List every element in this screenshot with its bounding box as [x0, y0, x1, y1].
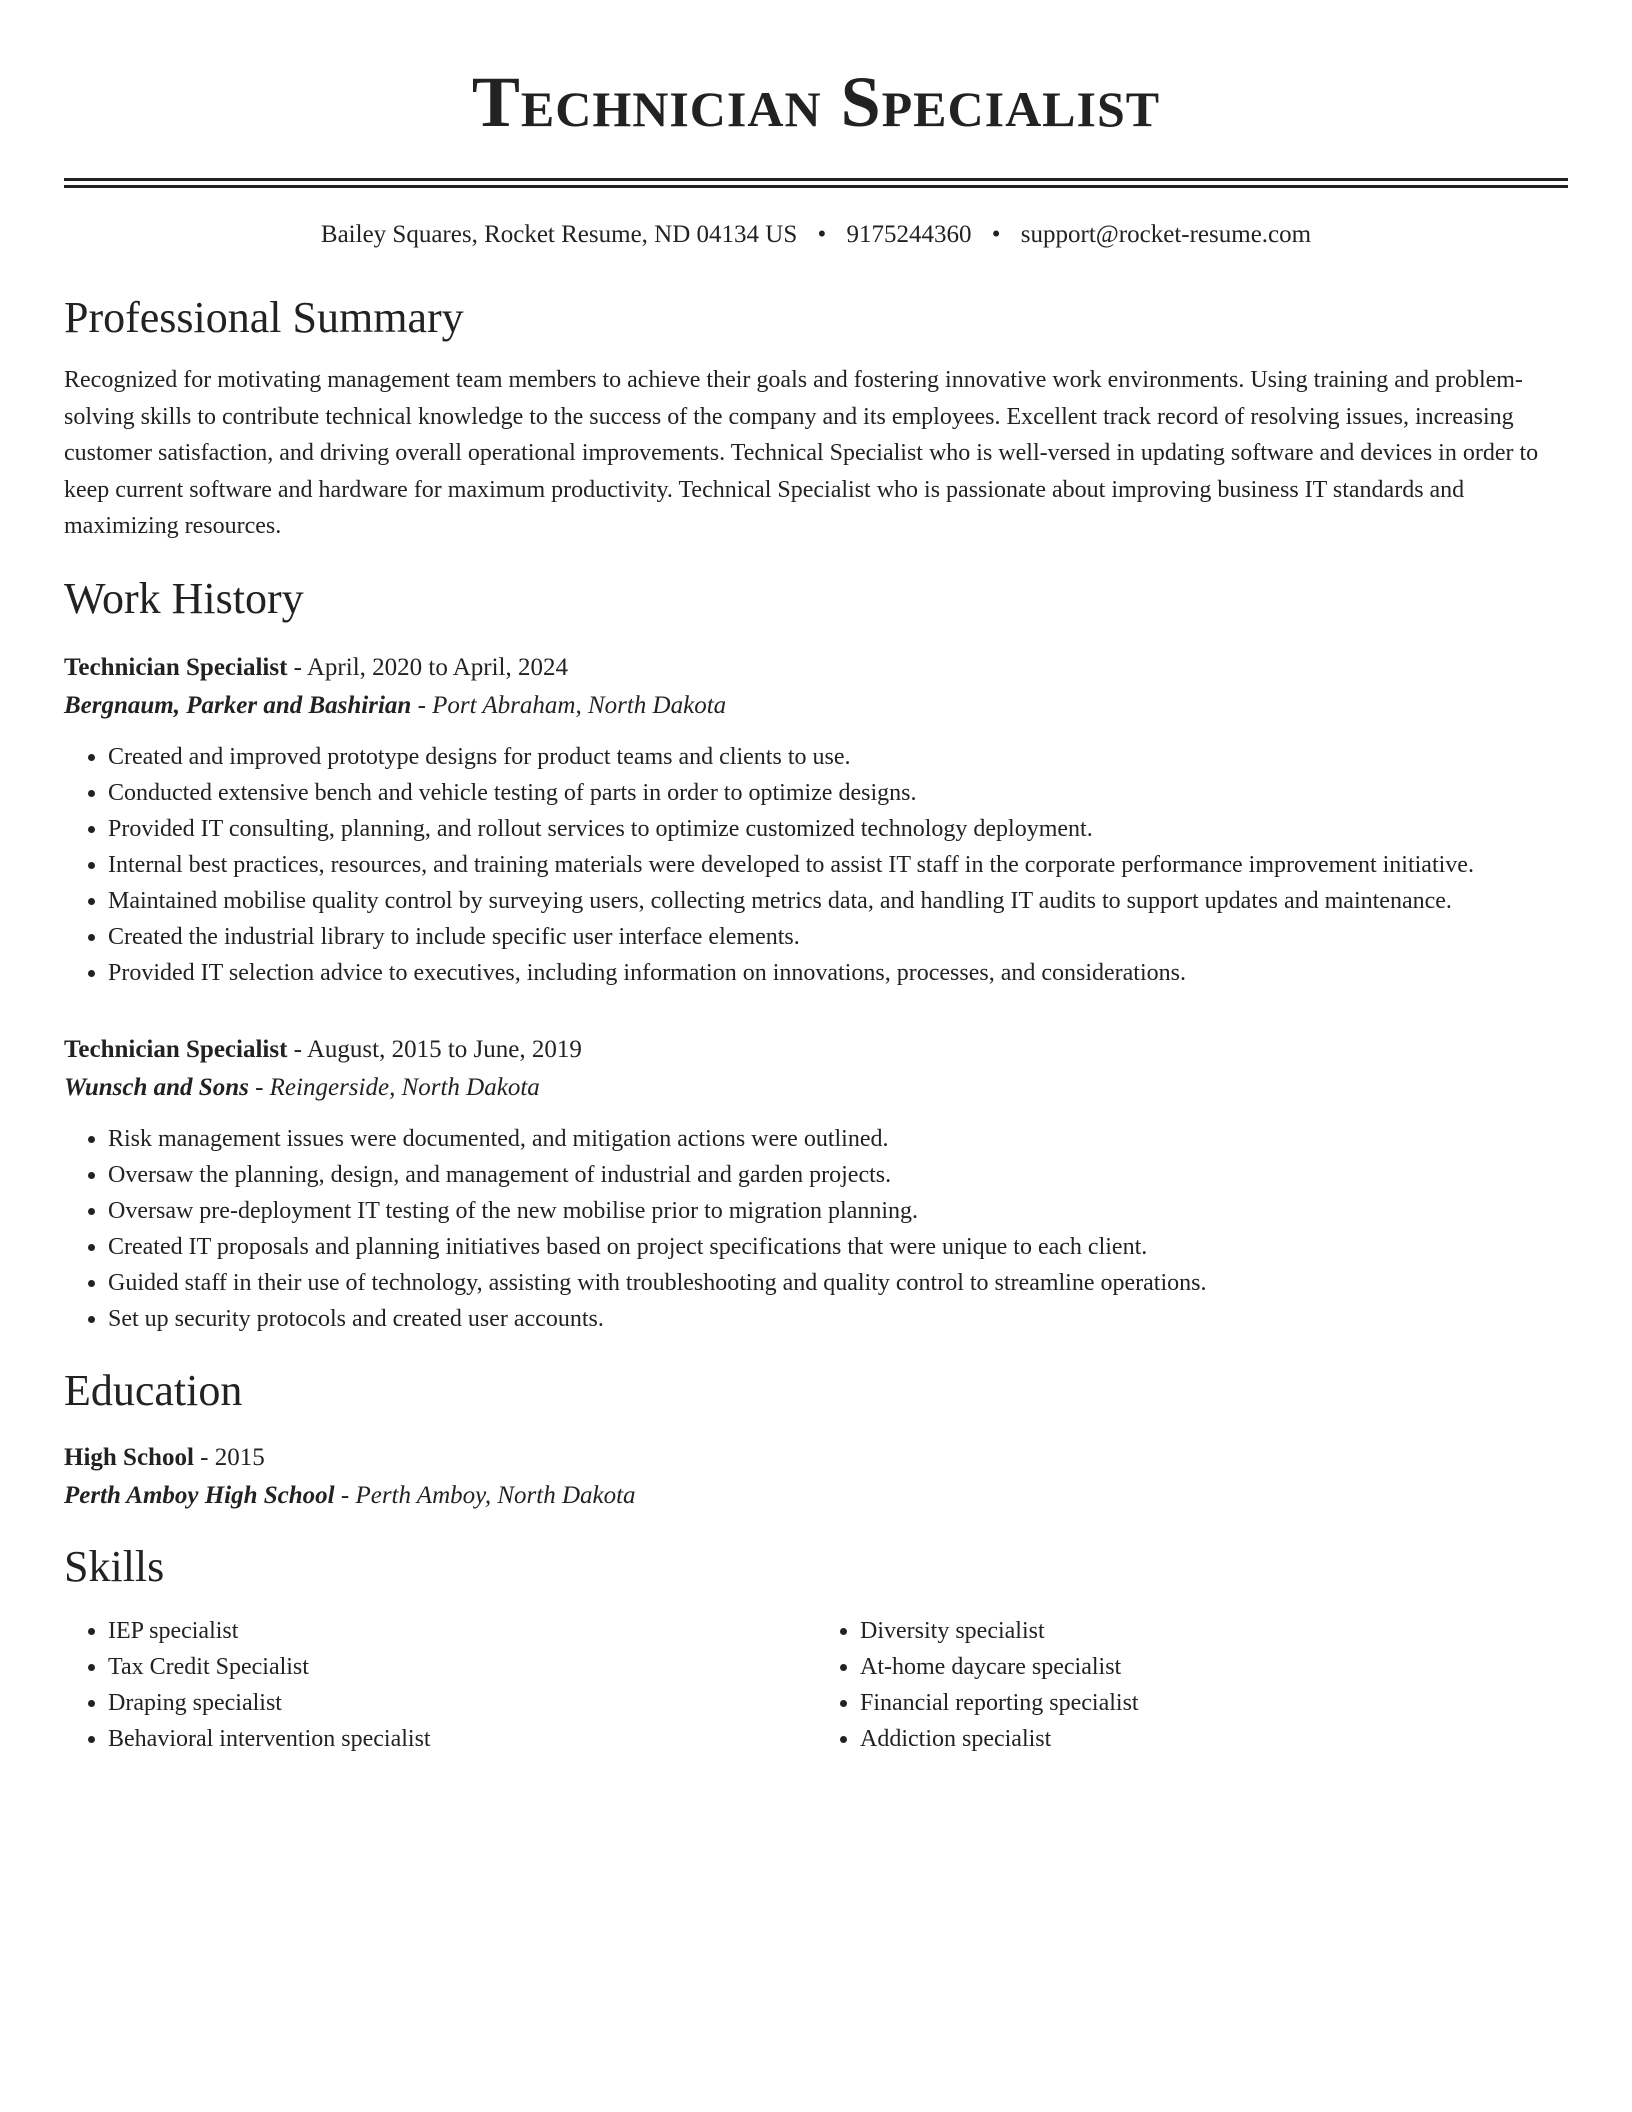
job-dates: - April, 2020 to April, 2024: [287, 653, 568, 681]
list-item: • Oversaw pre-deployment IT testing of the new mobilise prior to migration planning.: [108, 1193, 1568, 1229]
contact-separator: •: [991, 221, 1001, 248]
skills-list-right: [816, 1613, 1568, 1757]
list-item: • Provided IT selection advice to executives, including information on innovations, processes, and considerations.: [108, 955, 1568, 991]
list-item: • Set up security protocols and created user accounts.: [108, 1301, 1568, 1337]
list-item: • Created and improved prototype designs for product teams and clients to use.: [108, 739, 1568, 775]
skills-columns: [64, 1613, 1568, 1757]
list-item: • Created the industrial library to include specific user interface elements.: [108, 919, 1568, 955]
list-item: • Risk management issues were documented, and mitigation actions were outlined.: [108, 1121, 1568, 1157]
job-title-line: [64, 649, 1568, 687]
list-item: • Provided IT consulting, planning, and rollout services to optimize customized technology deployment.: [108, 811, 1568, 847]
list-item: • Financial reporting specialist: [860, 1685, 1568, 1721]
job-bullets: [64, 1121, 1568, 1337]
list-item: • Draping specialist: [108, 1685, 816, 1721]
job-company-line: [64, 687, 1568, 725]
education-school-line: [64, 1477, 1568, 1515]
job-company-line: [64, 1069, 1568, 1107]
list-item: • Guided staff in their use of technology, assisting with troubleshooting and quality control to streamline operations.: [108, 1265, 1568, 1301]
summary-heading: Professional Summary: [64, 293, 464, 342]
list-item: • Oversaw the planning, design, and management of industrial and garden projects.: [108, 1157, 1568, 1193]
job-entry: [64, 1031, 1568, 1337]
list-item: • At-home daycare specialist: [860, 1649, 1568, 1685]
job-role: Technician Specialist: [64, 1035, 288, 1063]
job-entry: [64, 649, 1568, 991]
skills-list-left: [64, 1613, 816, 1757]
education-location: - Perth Amboy, North Dakota: [334, 1481, 636, 1509]
education-degree: High School: [64, 1443, 194, 1471]
contact-email: support@rocket-resume.com: [1020, 221, 1312, 248]
list-item: • Tax Credit Specialist: [108, 1649, 816, 1685]
education-degree-line: [64, 1439, 1568, 1477]
work-history-heading: Work History: [64, 573, 304, 623]
list-item: • Conducted extensive bench and vehicle testing of parts in order to optimize designs.: [108, 775, 1568, 811]
header-double-rule: [64, 178, 1568, 188]
job-dates: - August, 2015 to June, 2019: [287, 1035, 582, 1063]
job-location: - Port Abraham, North Dakota: [411, 691, 727, 719]
contact-line: [64, 218, 1568, 252]
contact-address: Bailey Squares, Rocket Resume, ND 04134 US: [320, 221, 798, 248]
job-bullets: [64, 739, 1568, 991]
education-school: Perth Amboy High School: [64, 1481, 335, 1509]
skills-heading: Skills: [64, 1541, 165, 1591]
education-year: - 2015: [193, 1443, 265, 1471]
job-role: Technician Specialist: [64, 653, 288, 681]
resume-name: Technician Specialist: [471, 62, 1161, 142]
list-item: • Created IT proposals and planning initiatives based on project specifications that were unique to each client.: [108, 1229, 1568, 1265]
list-item: • Maintained mobilise quality control by surveying users, collecting metrics data, and handling IT audits to support updates and maintenance.: [108, 883, 1568, 919]
education-heading: Education: [64, 1365, 243, 1415]
list-item: • Behavioral intervention specialist: [108, 1721, 816, 1757]
list-item: • IEP specialist: [108, 1613, 816, 1649]
job-location: - Reingerside, North Dakota: [248, 1073, 540, 1101]
job-company: Bergnaum, Parker and Bashirian: [64, 691, 412, 719]
list-item: • Addiction specialist: [860, 1721, 1568, 1757]
education-entry: [64, 1439, 1568, 1515]
list-item: • Internal best practices, resources, and training materials were developed to assist IT staff in the corporate performance improvement initiative.: [108, 847, 1568, 883]
contact-phone: 9175244360: [846, 221, 972, 248]
summary-text: Recognized for motivating management team members to achieve their goals and fostering innovative work environments. Using training and problem-solving skills to contribute technical knowledge to the success of the company and its employees. Excellent track record of resolving issues, increasing customer satisfaction, and driving overall operational improvements. Technical Specialist who is well-versed in updating software and devices in order to keep current software and hardware for maximum productivity. Technical Specialist who is passionate about improving business IT standards and maximizing resources.: [64, 367, 1539, 539]
contact-separator: •: [817, 221, 827, 248]
list-item: • Diversity specialist: [860, 1613, 1568, 1649]
job-title-line: [64, 1031, 1568, 1069]
job-company: Wunsch and Sons: [64, 1073, 249, 1101]
